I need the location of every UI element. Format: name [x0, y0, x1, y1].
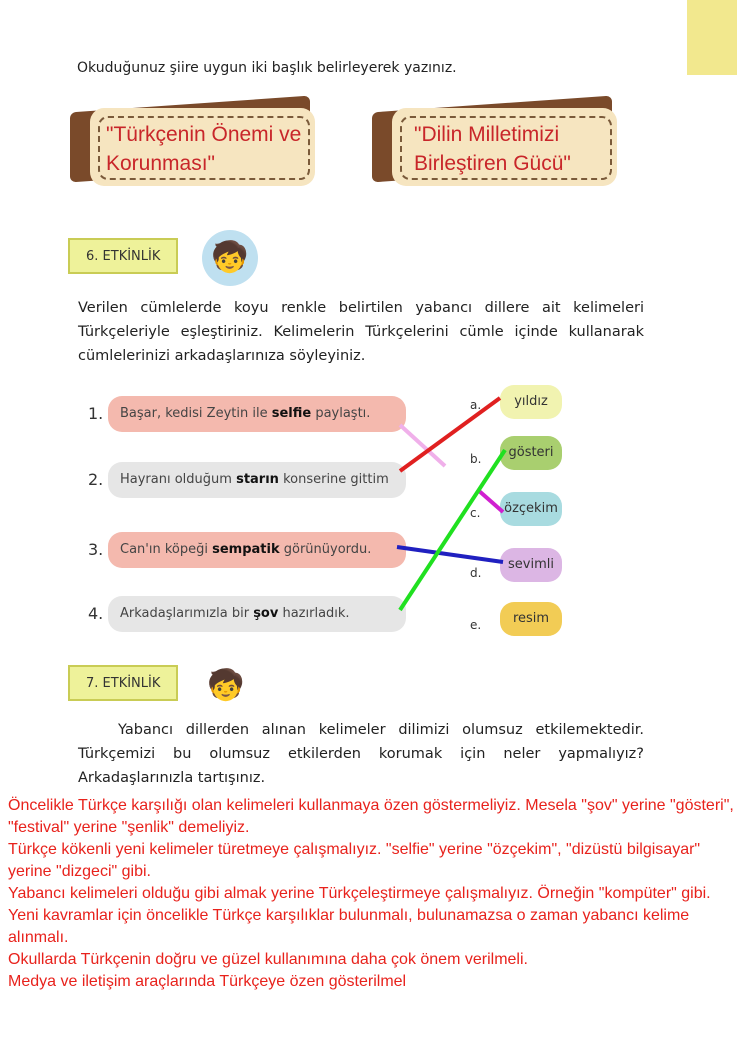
sentence-text: Hayranı olduğum	[120, 472, 237, 487]
title-2: "Dilin Milletimizi Birleştiren Gücü"	[414, 123, 571, 175]
activity-6-text: Verilen cümlelerde koyu renkle belirtilen yabancı dillere ait kelimeleri Türkçeleriyle eşleştiriniz. Kelimelerin Türkçelerini cümle içinde kullanarak cümlelerinizi arkadaşlarınıza söyleyiniz.	[78, 300, 644, 364]
option-letter: e.	[470, 618, 482, 632]
sentence-text: görünüyordu.	[279, 542, 372, 557]
match-line-1-c	[478, 490, 503, 512]
foreign-word: sempatik	[212, 542, 280, 557]
foreign-word: şov	[253, 606, 279, 621]
match-line-2-a	[400, 398, 500, 471]
sentence-number: 2.	[88, 470, 104, 489]
answer-line: Öncelikle Türkçe karşılığı olan kelimeleri kullanmaya özen göstermeliyiz. Mesela "şov" yerine "gösteri", "festival" yerine "şenlik" demeliyiz.	[8, 797, 734, 836]
foreign-word: starın	[236, 472, 279, 487]
match-line-3-d	[397, 547, 503, 562]
activity-7-text: Yabancı dillerden alınan kelimeler dilimizi olumsuz etkilemektedir. Türkçemizi bu olumsuz etkilerden korumak için neler yapmalıyız? Arkadaşlarınızla tartışınız.	[78, 722, 644, 786]
option-word-yıldız: yıldız	[500, 385, 562, 419]
instruction-text: Okuduğunuz şiire uygun iki başlık belirleyerek yazınız.	[77, 60, 457, 76]
match-line-4-b	[400, 450, 505, 610]
sentence-text: hazırladık.	[278, 606, 350, 621]
sentence-number: 1.	[88, 404, 104, 423]
option-letter: c.	[470, 506, 481, 520]
option-letter: d.	[470, 566, 482, 580]
option-word-sevimli: sevimli	[500, 548, 562, 582]
option-word-resim: resim	[500, 602, 562, 636]
option-word-gösteri: gösteri	[500, 436, 562, 470]
answer-text	[8, 795, 736, 993]
sentence-text: Can'ın köpeği	[120, 542, 213, 557]
answer-line: Okullarda Türkçenin doğru ve güzel kullanımına daha çok önem verilmeli.	[8, 951, 528, 968]
sentence-number: 4.	[88, 604, 104, 623]
answer-line: Medya ve iletişim araçlarında Türkçeye özen gösterilmel	[8, 973, 407, 990]
sentence-text: konserine gittim	[278, 472, 389, 487]
sentence-text: paylaştı.	[311, 406, 371, 421]
answer-line: Yeni kavramlar için öncelikle Türkçe karşılıklar bulunmalı, bulunamazsa o zaman yabancı kelime alınmalı.	[8, 907, 690, 946]
activity-6-badge: 6. ETKİNLİK	[68, 238, 178, 274]
answer-line: Yabancı kelimeleri olduğu gibi almak yerine Türkçeleştirmeye çalışmalıyız. Örneğin "kompüter" gibi.	[8, 885, 711, 902]
sentence-text: Arkadaşlarımızla bir	[120, 606, 254, 621]
sentence-text: Başar, kedisi Zeytin ile	[120, 406, 272, 421]
option-letter: b.	[470, 452, 482, 466]
activity-7-badge: 7. ETKİNLİK	[68, 665, 178, 701]
option-word-özçekim: özçekim	[500, 492, 562, 526]
option-letter: a.	[470, 398, 482, 412]
boy-avatar-icon: 🧒	[202, 230, 258, 286]
foreign-word: selfie	[271, 406, 312, 421]
boy-avatar-icon: 🧒	[198, 658, 254, 714]
title-1: "Türkçenin Önemi ve Korunması"	[106, 123, 302, 175]
sentence-number: 3.	[88, 540, 104, 559]
answer-line: Türkçe kökenli yeni kelimeler türetmeye çalışmalıyız. "selfie" yerine "özçekim", "dizüstü bilgisayar" yerine "dizgeci" gibi.	[8, 841, 701, 880]
